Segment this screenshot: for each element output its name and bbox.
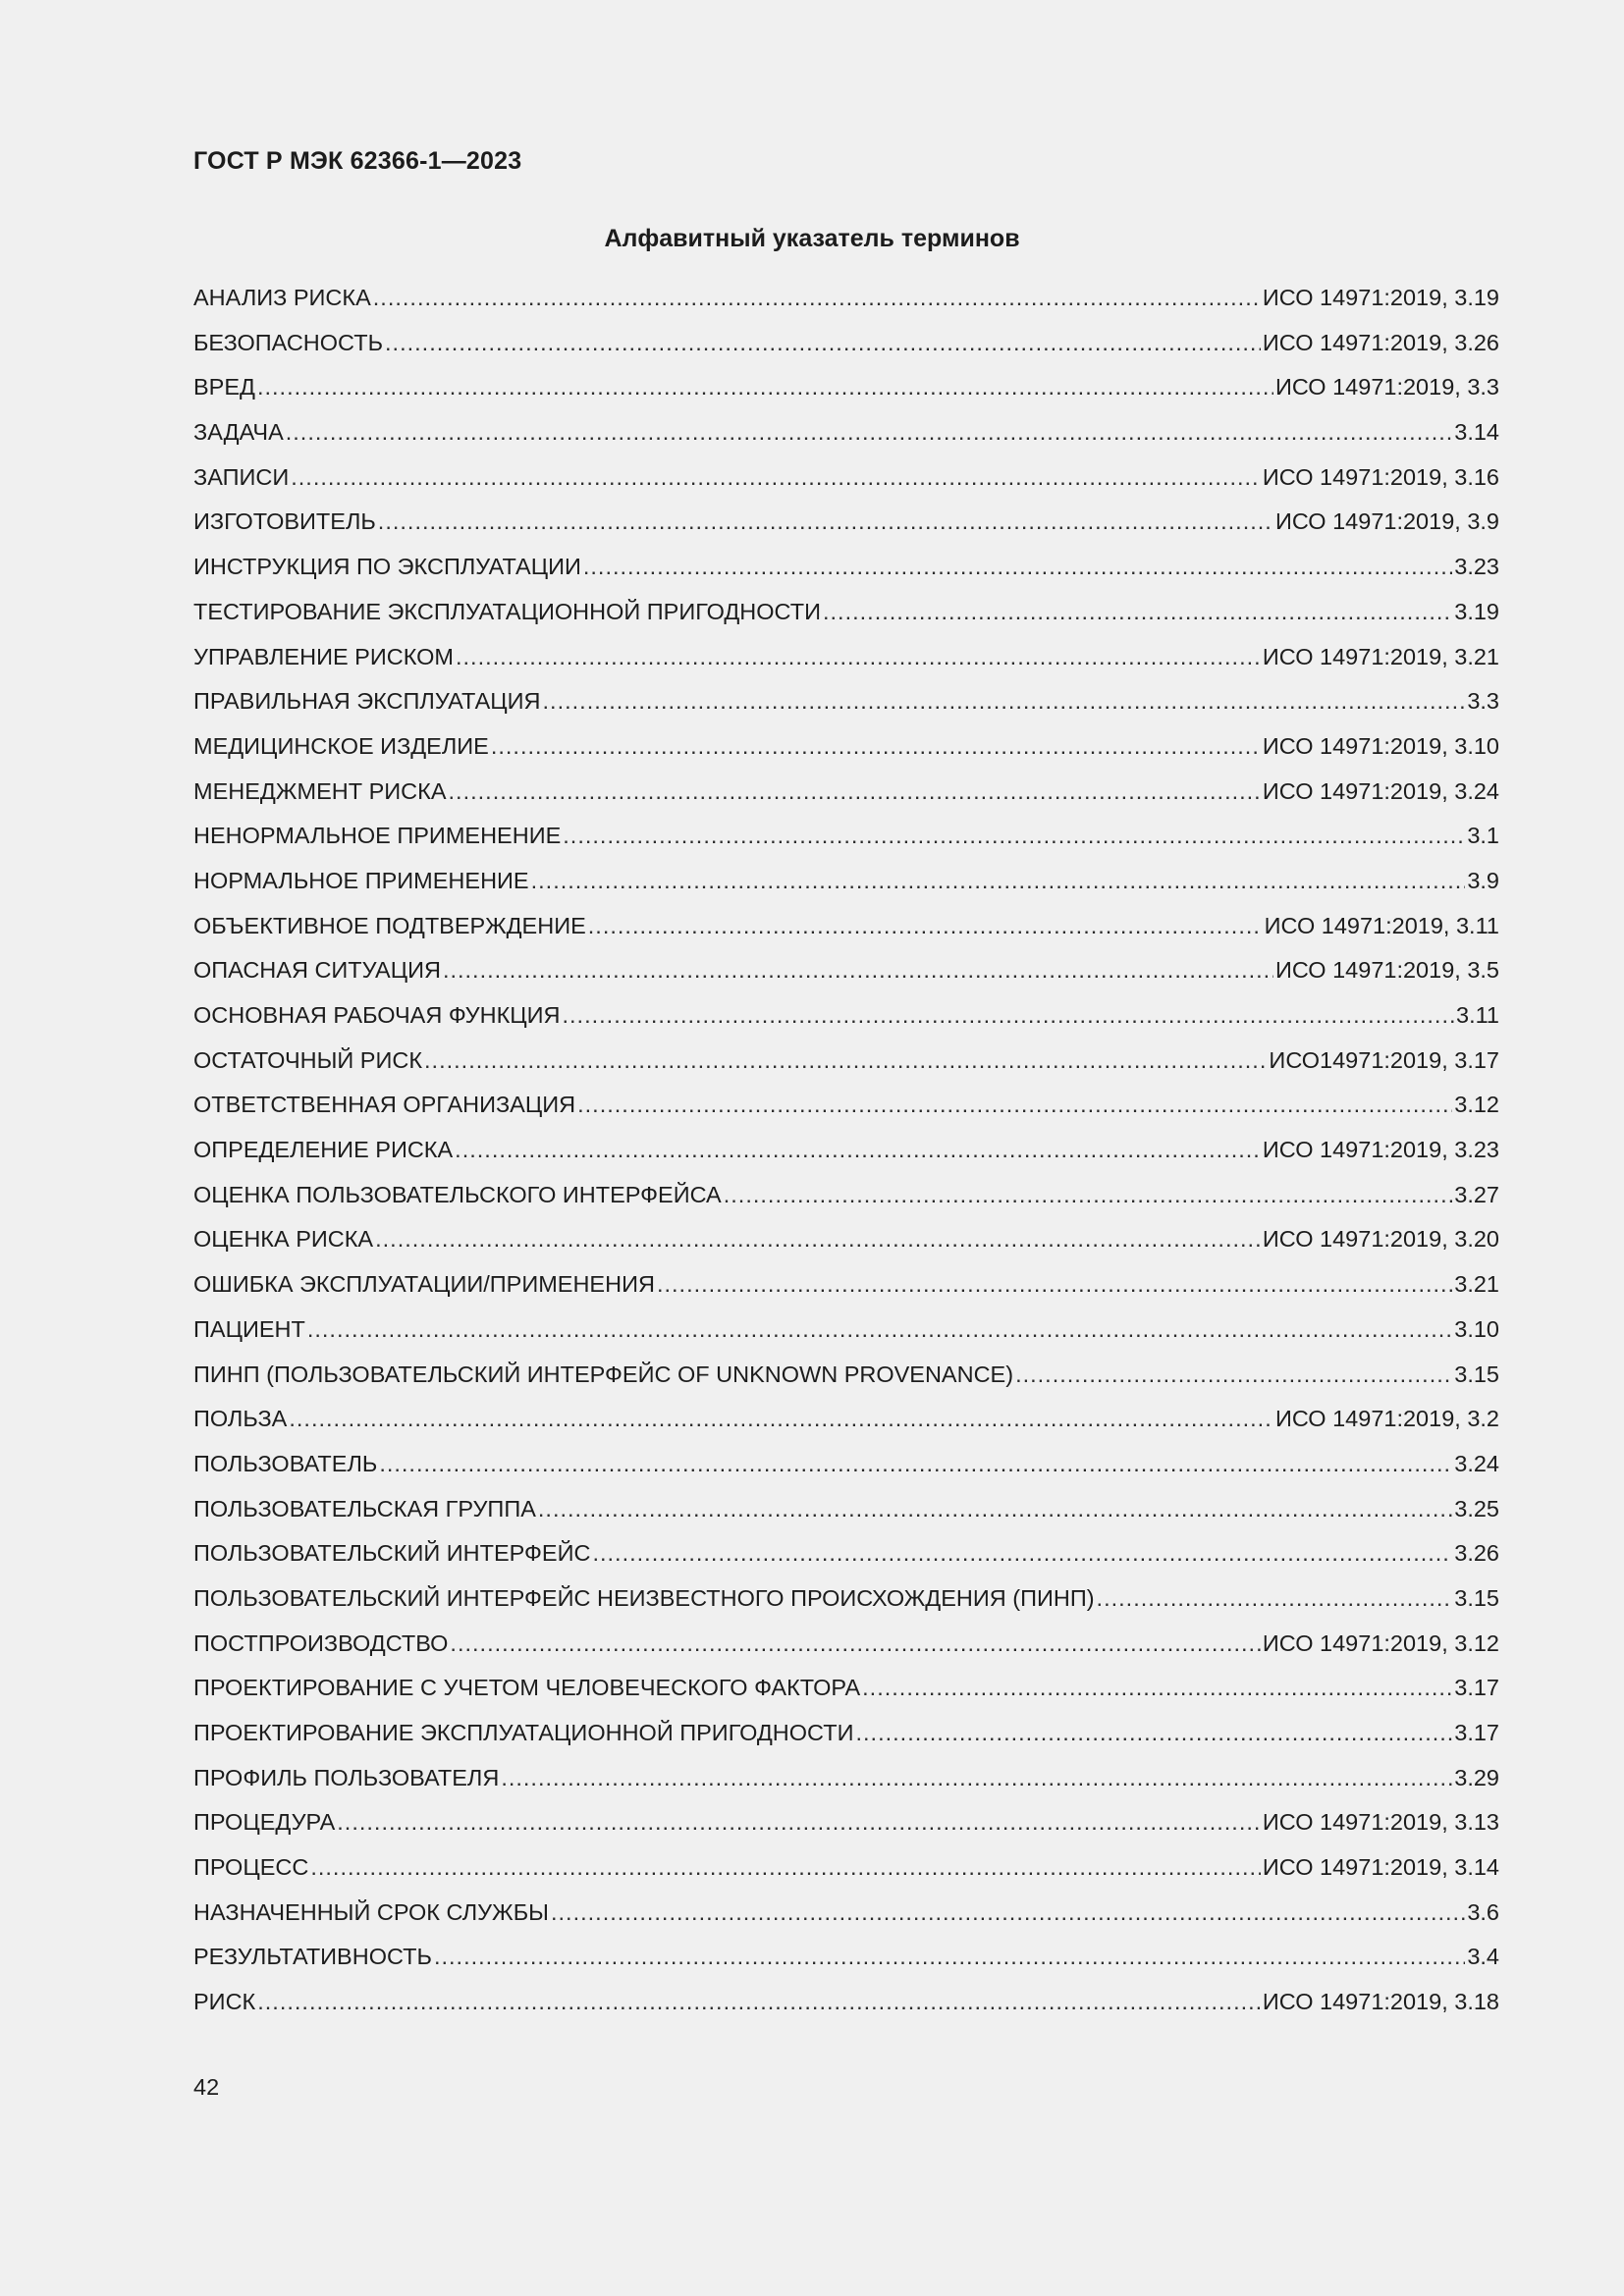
- index-term: ОЦЕНКА РИСКА: [193, 1226, 374, 1253]
- index-entry: [193, 374, 1499, 419]
- index-reference: 3.21: [1454, 1271, 1499, 1298]
- index-reference: ИСО 14971:2019, 3.24: [1262, 777, 1499, 804]
- index-entry: [193, 1720, 1499, 1765]
- index-entry: [193, 599, 1499, 644]
- index-reference: 3.3: [1467, 688, 1499, 715]
- index-entry: [193, 1182, 1499, 1227]
- index-term: ВРЕД: [193, 374, 255, 400]
- dot-leader: [379, 1451, 1452, 1477]
- index-reference: 3.26: [1454, 1540, 1499, 1567]
- index-term: ПРОФИЛЬ ПОЛЬЗОВАТЕЛЯ: [193, 1764, 500, 1790]
- dot-leader: [657, 1271, 1452, 1298]
- index-reference: ИСО 14971:2019, 3.19: [1262, 285, 1499, 310]
- index-entry: [193, 554, 1499, 599]
- index-term: РЕЗУЛЬТАТИВНОСТЬ: [193, 1944, 432, 1970]
- index-reference: ИСО 14971:2019, 3.14: [1262, 1854, 1499, 1881]
- dot-leader: [257, 374, 1273, 400]
- index-term: ПОЛЬЗОВАТЕЛЬСКИЙ ИНТЕРФЕЙС НЕИЗВЕСТНОГО ПРОИСХОЖДЕНИЯ (ПИНП): [193, 1584, 1095, 1611]
- dot-leader: [588, 913, 1263, 939]
- index-reference: ИСО14971:2019, 3.17: [1269, 1046, 1499, 1073]
- index-reference: 3.9: [1467, 867, 1499, 893]
- index-term: РИСК: [193, 1989, 256, 2015]
- index-term: ОЦЕНКА ПОЛЬЗОВАТЕЛЬСКОГО ИНТЕРФЕЙСА: [193, 1181, 722, 1207]
- dot-leader: [337, 1809, 1261, 1836]
- dot-leader: [257, 1989, 1261, 2015]
- index-entry: [193, 508, 1499, 554]
- index-term: ПРОЕКТИРОВАНИЕ ЭКСПЛУАТАЦИОННОЙ ПРИГОДНОСТИ: [193, 1720, 854, 1745]
- index-reference: 3.29: [1454, 1764, 1499, 1790]
- dot-leader: [531, 868, 1466, 894]
- index-entry: [193, 1406, 1499, 1451]
- document-header: ГОСТ Р МЭК 62366-1—2023: [193, 147, 522, 175]
- dot-leader: [434, 1944, 1465, 1970]
- index-entry: [193, 644, 1499, 689]
- index-term: НАЗНАЧЕННЫЙ СРОК СЛУЖБЫ: [193, 1898, 549, 1925]
- index-term: ПРОЦЕСС: [193, 1854, 309, 1881]
- index-term: ПОЛЬЗОВАТЕЛЬСКИЙ ИНТЕРФЕЙС: [193, 1540, 591, 1567]
- section-title: Алфавитный указатель терминов: [604, 225, 1020, 252]
- index-entry: [193, 1092, 1499, 1137]
- index-entry: [193, 1496, 1499, 1541]
- dot-leader: [449, 778, 1261, 805]
- index-reference: 3.15: [1454, 1361, 1499, 1387]
- index-entry: [193, 1765, 1499, 1810]
- index-entry: [193, 957, 1499, 1002]
- index-reference: ИСО 14971:2019, 3.23: [1262, 1137, 1499, 1163]
- index-reference: 3.4: [1467, 1944, 1499, 1970]
- index-term: ОТВЕТСТВЕННАЯ ОРГАНИЗАЦИЯ: [193, 1092, 576, 1118]
- index-entry: [193, 285, 1499, 330]
- index-reference: 3.19: [1454, 598, 1499, 624]
- index-reference: 3.25: [1454, 1495, 1499, 1522]
- dot-leader: [378, 508, 1273, 535]
- index-entry: [193, 1226, 1499, 1271]
- index-term: ПРОЕКТИРОВАНИЕ С УЧЕТОМ ЧЕЛОВЕЧЕСКОГО ФАКТОРА: [193, 1675, 861, 1701]
- index-term: ОБЪЕКТИВНОЕ ПОДТВЕРЖДЕНИЕ: [193, 912, 586, 938]
- index-entry: [193, 913, 1499, 958]
- index-entry: [193, 1540, 1499, 1585]
- dot-leader: [592, 1540, 1452, 1567]
- term-index-list: [193, 285, 1499, 2034]
- index-entry: [193, 1047, 1499, 1093]
- index-term: МЕНЕДЖМЕНТ РИСКА: [193, 777, 447, 804]
- dot-leader: [291, 464, 1261, 491]
- index-entry: [193, 1002, 1499, 1047]
- index-term: ПАЦИЕНТ: [193, 1315, 305, 1342]
- index-reference: ИСО 14971:2019, 3.3: [1274, 374, 1499, 400]
- index-reference: 3.15: [1454, 1584, 1499, 1611]
- index-entry: [193, 1362, 1499, 1407]
- index-reference: 3.10: [1454, 1315, 1499, 1342]
- index-term: ТЕСТИРОВАНИЕ ЭКСПЛУАТАЦИОННОЙ ПРИГОДНОСТИ: [193, 598, 821, 624]
- index-reference: 3.17: [1454, 1720, 1499, 1745]
- index-reference: ИСО 14971:2019, 3.2: [1274, 1406, 1499, 1432]
- index-reference: ИСО 14971:2019, 3.10: [1262, 732, 1499, 759]
- dot-leader: [456, 644, 1261, 670]
- dot-leader: [563, 823, 1465, 849]
- dot-leader: [501, 1765, 1452, 1791]
- index-reference: 3.1: [1467, 823, 1499, 849]
- index-term: ОШИБКА ЭКСПЛУАТАЦИИ/ПРИМЕНЕНИЯ: [193, 1271, 655, 1298]
- index-entry: [193, 688, 1499, 733]
- index-reference: ИСО 14971:2019, 3.21: [1262, 643, 1499, 669]
- dot-leader: [373, 285, 1261, 311]
- dot-leader: [862, 1675, 1452, 1701]
- index-entry: [193, 1675, 1499, 1720]
- index-reference: 3.6: [1467, 1898, 1499, 1925]
- dot-leader: [375, 1226, 1261, 1253]
- index-entry: [193, 778, 1499, 824]
- dot-leader: [551, 1899, 1465, 1926]
- index-entry: [193, 1137, 1499, 1182]
- index-entry: [193, 1271, 1499, 1316]
- dot-leader: [310, 1854, 1261, 1881]
- index-entry: [193, 330, 1499, 375]
- index-term: ПИНП (ПОЛЬЗОВАТЕЛЬСКИЙ ИНТЕРФЕЙС OF UNKNOWN PROVENANCE): [193, 1361, 1014, 1387]
- index-entry: [193, 1630, 1499, 1676]
- index-reference: 3.17: [1454, 1675, 1499, 1701]
- index-reference: ИСО 14971:2019, 3.9: [1274, 508, 1499, 535]
- index-reference: 3.11: [1456, 1002, 1499, 1028]
- index-entry: [193, 1316, 1499, 1362]
- index-reference: ИСО 14971:2019, 3.13: [1262, 1809, 1499, 1836]
- dot-leader: [583, 554, 1452, 580]
- index-entry: [193, 823, 1499, 868]
- dot-leader: [724, 1182, 1453, 1208]
- index-term: ПОЛЬЗОВАТЕЛЬСКАЯ ГРУППА: [193, 1495, 536, 1522]
- dot-leader: [455, 1137, 1261, 1163]
- index-entry: [193, 1944, 1499, 1989]
- index-term: ИЗГОТОВИТЕЛЬ: [193, 508, 376, 535]
- index-reference: ИСО 14971:2019, 3.20: [1262, 1226, 1499, 1253]
- index-term: НОРМАЛЬНОЕ ПРИМЕНЕНИЕ: [193, 867, 529, 893]
- index-term: ИНСТРУКЦИЯ ПО ЭКСПЛУАТАЦИИ: [193, 554, 581, 580]
- index-term: ПРОЦЕДУРА: [193, 1809, 336, 1836]
- index-term: ОСТАТОЧНЫЙ РИСК: [193, 1046, 423, 1073]
- index-term: УПРАВЛЕНИЕ РИСКОМ: [193, 643, 454, 669]
- index-term: ОПАСНАЯ СИТУАЦИЯ: [193, 957, 441, 984]
- index-reference: ИСО 14971:2019, 3.5: [1274, 957, 1499, 984]
- index-reference: ИСО 14971:2019, 3.26: [1262, 329, 1499, 355]
- dot-leader: [563, 1002, 1455, 1029]
- page-number: 42: [193, 2074, 220, 2100]
- index-reference: ИСО 14971:2019, 3.11: [1264, 912, 1499, 938]
- dot-leader: [491, 733, 1261, 760]
- index-reference: ИСО 14971:2019, 3.18: [1262, 1989, 1499, 2015]
- index-term: ЗАПИСИ: [193, 463, 290, 490]
- index-term: ПОЛЬЗА: [193, 1406, 288, 1432]
- dot-leader: [538, 1496, 1452, 1522]
- index-term: ПРАВИЛЬНАЯ ЭКСПЛУАТАЦИЯ: [193, 688, 541, 715]
- index-reference: 3.14: [1454, 419, 1499, 446]
- dot-leader: [424, 1047, 1267, 1074]
- dot-leader: [443, 957, 1273, 984]
- index-reference: ИСО 14971:2019, 3.16: [1262, 463, 1499, 490]
- dot-leader: [577, 1092, 1452, 1118]
- index-reference: 3.24: [1454, 1450, 1499, 1476]
- index-entry: [193, 1989, 1499, 2034]
- index-term: ОСНОВНАЯ РАБОЧАЯ ФУНКЦИЯ: [193, 1002, 561, 1028]
- index-entry: [193, 733, 1499, 778]
- index-entry: [193, 1854, 1499, 1899]
- index-entry: [193, 1809, 1499, 1854]
- index-reference: 3.27: [1454, 1181, 1499, 1207]
- dot-leader: [1015, 1362, 1452, 1388]
- index-reference: 3.23: [1454, 554, 1499, 580]
- dot-leader: [1097, 1585, 1453, 1612]
- index-reference: ИСО 14971:2019, 3.12: [1262, 1629, 1499, 1656]
- dot-leader: [450, 1630, 1260, 1657]
- dot-leader: [289, 1406, 1273, 1432]
- index-entry: [193, 419, 1499, 464]
- index-term: ПОЛЬЗОВАТЕЛЬ: [193, 1450, 378, 1476]
- index-entry: [193, 1451, 1499, 1496]
- index-term: ПОСТПРОИЗВОДСТВО: [193, 1629, 449, 1656]
- dot-leader: [286, 419, 1453, 446]
- index-term: НЕНОРМАЛЬНОЕ ПРИМЕНЕНИЕ: [193, 823, 562, 849]
- index-term: БЕЗОПАСНОСТЬ: [193, 329, 384, 355]
- dot-leader: [543, 688, 1466, 715]
- index-reference: 3.12: [1454, 1092, 1499, 1118]
- dot-leader: [307, 1316, 1452, 1343]
- index-term: ОПРЕДЕЛЕНИЕ РИСКА: [193, 1137, 454, 1163]
- dot-leader: [385, 330, 1261, 356]
- index-term: МЕДИЦИНСКОЕ ИЗДЕЛИЕ: [193, 732, 489, 759]
- index-entry: [193, 868, 1499, 913]
- index-entry: [193, 1899, 1499, 1945]
- index-entry: [193, 464, 1499, 509]
- dot-leader: [855, 1720, 1452, 1746]
- index-term: ЗАДАЧА: [193, 419, 284, 446]
- index-term: АНАЛИЗ РИСКА: [193, 285, 371, 310]
- dot-leader: [823, 599, 1452, 625]
- index-entry: [193, 1585, 1499, 1630]
